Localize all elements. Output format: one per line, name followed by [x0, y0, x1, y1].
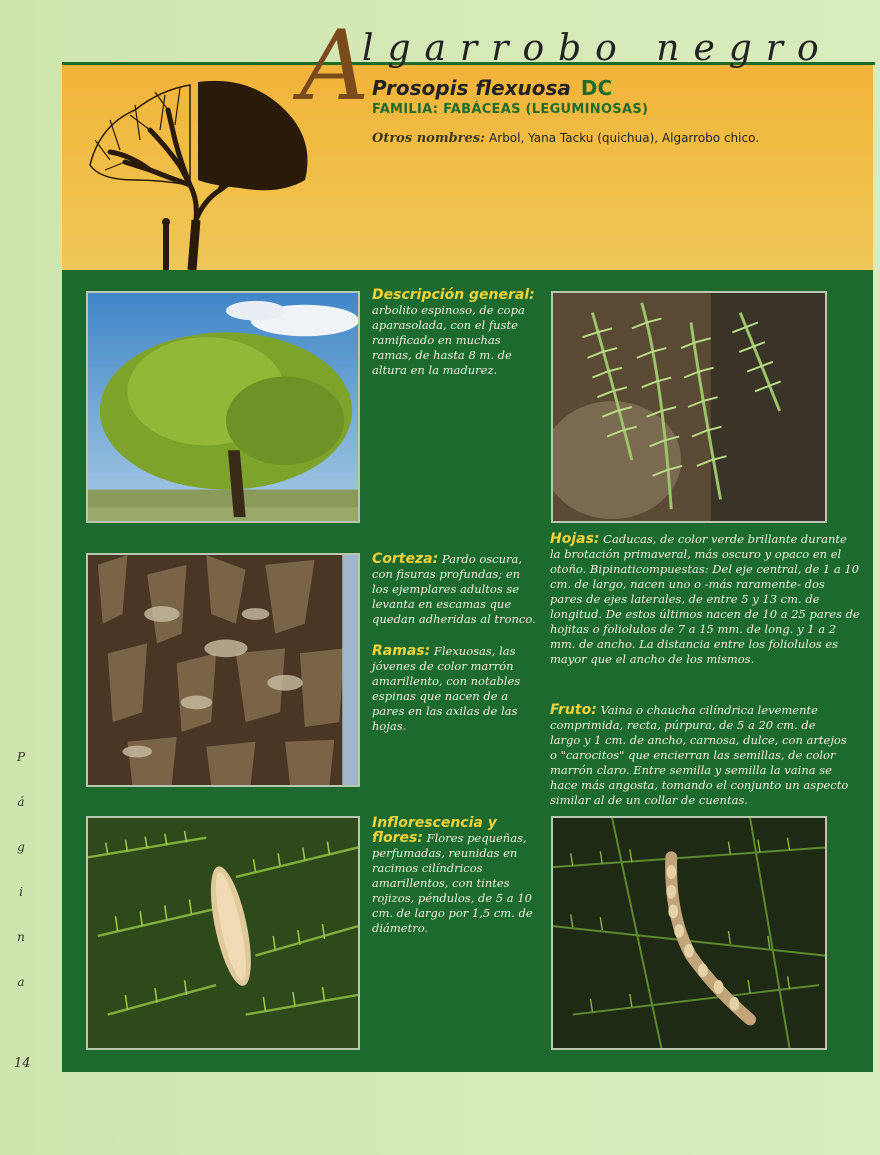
branches-line: pares en las axilas de las — [372, 704, 518, 718]
branches-block — [372, 644, 542, 734]
fruit-line: comprimida, recta, púrpura, de 5 a 20 cm. de — [550, 718, 816, 732]
fruit-line: hace más angosta, tomando el conjunto un aspecto — [550, 778, 849, 792]
inflorescence-block — [372, 816, 544, 936]
fruit-line: largo y 1 cm. de ancho, carnosa, dulce, con artejos — [550, 733, 847, 747]
inflorescence-first-line: Flores pequeñas, — [426, 831, 527, 845]
description-line: ramificado en muchas — [372, 333, 501, 347]
leaves-heading: Hojas: — [550, 531, 600, 547]
scientific-name — [372, 76, 612, 100]
fruit-first-line: Vaina o chaucha cilíndrica levemente — [600, 703, 818, 717]
bark-line: con fisuras profundas; en — [372, 567, 521, 581]
fruit-line: marrón claro. Entre semilla y semilla la vaina se — [550, 763, 832, 777]
margin-letter: i — [19, 885, 23, 899]
inflorescence-line: diámetro. — [372, 921, 429, 935]
leaves-line: otoño. Bipinaticompuestas: Del eje central, de 1 a 10 — [550, 562, 860, 576]
margin-letter: a — [17, 975, 25, 989]
other-names-value: Arbol, Yana Tacku (quichua), Algarrobo chico. — [489, 131, 760, 145]
bark-line: levanta en escamas que — [372, 597, 512, 611]
inflorescence-line: cm. de largo por 1,5 cm. de — [372, 906, 533, 920]
leaves-block — [550, 532, 860, 667]
title-text: lgarrobo negro — [362, 28, 833, 69]
margin-page-word — [14, 735, 28, 1005]
fruit-line: similar al de un collar de cuentas. — [550, 793, 748, 807]
description-line: altura en la madurez. — [372, 363, 498, 377]
species-author: DC — [580, 76, 613, 100]
page-number: 14 — [14, 1056, 31, 1071]
flowers-heading: flores: — [372, 830, 423, 846]
leaves-line: longitud. De estos últimos nacen de 10 a 25 pares de — [550, 607, 860, 621]
bark-photo — [86, 553, 360, 787]
leaves-photo — [551, 291, 827, 523]
species-name: Prosopis flexuosa — [372, 76, 571, 100]
margin-letter: g — [17, 840, 25, 854]
branches-line: hojas. — [372, 719, 407, 733]
branches-line: jóvenes de color marrón — [372, 659, 514, 673]
title-initial: A — [300, 10, 370, 122]
branches-line: espinas que nacen de a — [372, 689, 509, 703]
inflorescence-line: rojizos, péndulos, de 5 a 10 — [372, 891, 532, 905]
bark-line: los ejemplares adultos se — [372, 582, 520, 596]
branches-first-line: Flexuosas, las — [433, 644, 516, 658]
inflorescence-line: racimos cilíndricos — [372, 861, 483, 875]
leaves-line: la brotación primaveral, más oscuro y opaco en el — [550, 547, 842, 561]
bark-line: quedan adheridas al tronco. — [372, 612, 536, 626]
fruit-photo — [551, 816, 827, 1050]
branches-heading: Ramas: — [372, 643, 431, 659]
inflorescence-heading: Inflorescencia y — [372, 815, 497, 831]
description-block — [372, 288, 542, 378]
bark-block — [372, 552, 542, 627]
margin-letter: P — [16, 750, 26, 764]
inflorescence-line: amarillentos, con tintes — [372, 876, 510, 890]
leaves-line: mayor que el ancho de los mismos. — [550, 652, 755, 666]
description-line: arbolito espinoso, de copa — [372, 303, 525, 317]
bark-first-line: Pardo oscura, — [441, 552, 523, 566]
description-line: ramas, de hasta 8 m. de — [372, 348, 512, 362]
fruit-line: o "carocitos" que encierran las semillas, de color — [550, 748, 836, 762]
family-label: FAMILIA: FABÁCEAS (LEGUMINOSAS) — [372, 102, 649, 117]
other-names — [372, 131, 759, 146]
leaves-first-line: Caducas, de color verde brillante durante — [603, 532, 847, 546]
margin-letter: á — [17, 795, 25, 809]
inflorescence-line: perfumadas, reunidas en — [372, 846, 518, 860]
branches-line: amarillento, con notables — [372, 674, 521, 688]
margin-letter: n — [17, 930, 25, 944]
flowers-photo — [86, 816, 360, 1050]
tree-silhouette-icon — [80, 70, 320, 270]
leaves-line: cm. de largo, nacen uno o -más raramente- dos — [550, 577, 825, 591]
leaves-line: mm. de ancho. La distancia entre los foliolulos es — [550, 637, 839, 651]
tree-photo — [86, 291, 360, 523]
description-line: aparasolada, con el fuste — [372, 318, 518, 332]
fruit-heading: Fruto: — [550, 702, 597, 718]
leaves-line: pares de ejes laterales, de entre 5 y 13 cm. de — [550, 592, 820, 606]
other-names-label: Otros nombres: — [372, 131, 485, 146]
description-heading: Descripción general: — [372, 287, 535, 303]
fruit-block — [550, 703, 860, 808]
bark-heading: Corteza: — [372, 551, 439, 567]
leaves-line: hojitas o foliolulos de 7 a 15 mm. de long. y 1 a 2 — [550, 622, 837, 636]
